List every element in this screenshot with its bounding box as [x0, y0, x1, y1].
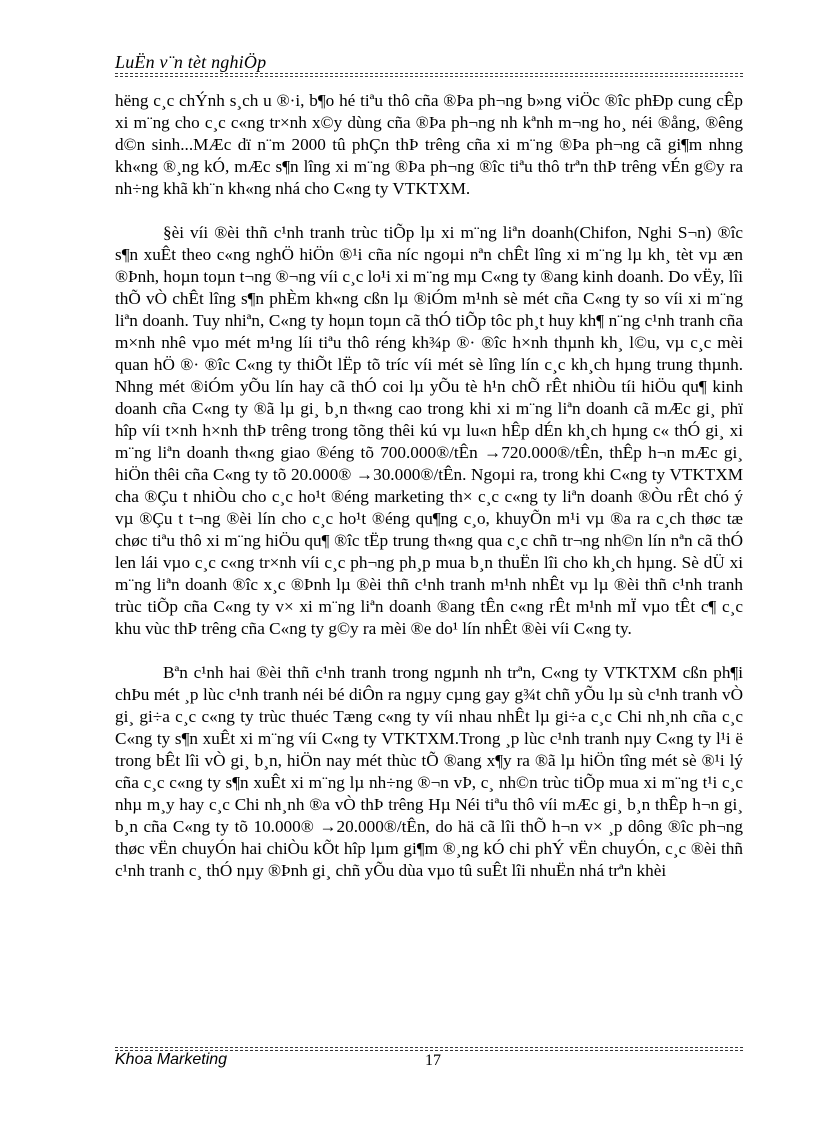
header-rule-top	[115, 73, 743, 74]
page-header	[115, 50, 743, 76]
footer-faculty: Khoa Marketing	[115, 1051, 228, 1068]
footer-rule-top	[115, 1047, 743, 1048]
page-number: 17	[425, 1052, 441, 1069]
paragraph-1: hëng c¸c chÝnh s¸ch u ®·i, b¶o hé tiªu thô cña ®Þa ph¬ng b»ng viÖc ®îc phÐp cung cÊp xi m¨ng cho c¸c c«ng tr×nh x©y dùng cña ®Þa ph¬ng nh kªnh m¬ng ho¸ néi ®ång, ®êng d©n sinh...MÆc dï n¨m 2000 tû phÇn thÞ trêng cña xi m¨ng ®Þa ph¬ng cã gi¶m nhng kh«ng ®¸ng kÓ, mÆc s¶n lîng xi m¨ng ®Þa ph¬ng ®îc tiªu thô trªn thÞ trêng vÉn g©y ra nh÷ng khã kh¨n kh«ng nhá cho C«ng ty VTKTXM.	[115, 91, 743, 198]
body-text	[115, 90, 743, 904]
paragraph-3: Bªn c¹nh hai ®èi thñ c¹nh tranh trong ngµnh nh trªn, C«ng ty VTKTXM cßn ph¶i chÞu mét ¸p lùc c¹nh tranh néi bé diÔn ra ngµy cµng gay g¾t chñ yÕu lµ sù c¹nh tranh vÒ gi¸ gi÷a c¸c c«ng ty trùc thuéc Tæng c«ng ty víi nhau nhÊt lµ gi÷a c¸c Chi nh¸nh cña c¸c C«ng ty s¶n xuÊt xi m¨ng víi C«ng ty VTKTXM.Trong ¸p lùc c¹nh tranh nµy C«ng ty l¹i ë trong bÊt lîi vÒ gi¸ b¸n, hiÖn nay mét thùc tÕ ®ang x¶y ra ®ã lµ hiÖn tîng mét sè ®¹i lý cña c¸c c«ng ty s¶n xuÊt xi m¨ng lµ nh÷ng ®¬n vÞ, c¸ nh©n trùc tiÕp mua xi m¨ng t¹i c¸c nhµ m¸y hay c¸c Chi nh¸nh ®a vÒ thÞ trêng Hµ Néi tiªu thô víi mÆc gi¸ b¸n thÊp h¬n gi¸ b¸n cña C«ng ty tõ 10.000® →20.000®/tÊn, do hä cã lîi thÕ h¬n v× ¸p dông ®îc ph¬ng thøc vËn chuyÓn hai chiÒu kÕt hîp lµm gi¶m ®¸ng kÓ chi phÝ vËn chuyÓn, c¸c ®èi thñ c¹nh tranh c¸ thÓ nµy ®Þnh gi¸ chñ yÕu dùa vµo tû suÊt lîi nhuËn nhá trªn khèi	[115, 663, 743, 880]
page-footer	[115, 1035, 743, 1075]
paragraph-2: §èi víi ®èi thñ c¹nh tranh trùc tiÕp lµ xi m¨ng liªn doanh(Chifon, Nghi S¬n) ®îc s¶n xuÊt theo c«ng nghÖ hiÖn ®¹i cña níc ngoµi nªn chÊt lîng xi m¨ng lµ kh¸ tèt vµ æn ®Þnh, hoµn toµn t¬ng ®¬ng víi c¸c lo¹i xi m¨ng mµ C«ng ty ®ang kinh doanh. Do vËy, lîi thÕ vÒ chÊt lîng s¶n phÈm kh«ng cßn lµ ®iÓm m¹nh sè mét cña C«ng ty so víi xi m¨ng liªn doanh. Tuy nhiªn, C«ng ty hoµn toµn cã thÓ tiÕp tôc ph¸t huy kh¶ n¨ng c¹nh tranh cña m×nh nhê vµo mét m¹ng líi tiªu thô réng kh¾p ®· ®îc h×nh thµnh kh¸ l©u, vµ c¸c mèi quan hÖ ®· ®îc C«ng ty thiÕt lËp tõ tríc víi mét sè lîng lín c¸c kh¸ch hµng trung thµnh. Nhng mét ®iÓm yÕu lín hay cã thÓ coi lµ yÕu tè h¹n chÕ rÊt nhiÒu tíi hiÖu qu¶ kinh doanh cña C«ng ty ®ã lµ gi¸ b¸n th«ng cao trong khi xi m¨ng liªn doanh cã mÆc gi¸ phï hîp víi t×nh h×nh thÞ trêng trong tõng thêi kú vµ lu«n hÊp dÉn kh¸ch hµng c« thÓ gi¸ xi m¨ng liªn doanh th«ng giao ®éng tõ 700.000®/tÊn →720.000®/tÊn, thÊp h¬n mÆc gi¸ hiÖn thêi cña C«ng ty tõ 20.000® →30.000®/tÊn. Ngoµi ra, trong khi C«ng ty VTKTXM cha ®Çu t nhiÒu cho c¸c ho¹t ®éng marketing th× c¸c c«ng ty liªn doanh ®Òu rÊt chó ý vµ ®Çu t t¬ng ®èi lín cho c¸c ho¹t ®éng qu¶ng c¸o, khuyÕn m¹i vµ ®a ra c¸ch thøc tæ chøc tiªu thô xi m¨ng hiÖu qu¶ ®îc tËp trung th«ng qua c¸c chñ tr¬ng nh©n lín nªn cã thÓ len lái vµo c¸c c«ng tr×nh víi c¸c ph¬ng ph¸p mua b¸n thuËn lîi cho kh¸ch hµng. Sè dÜ xi m¨ng liªn doanh ®îc x¸c ®Þnh lµ ®èi thñ c¹nh tranh m¹nh nhÊt vµ lµ ®èi thñ c¹nh tranh trùc tiÕp cña C«ng ty v× xi m¨ng liªn doanh ®ang tÊn c«ng rÊt m¹nh mÏ vµo tÊt c¶ c¸c khu vùc thÞ trêng cña C«ng ty g©y ra mèi ®e do¹ lín nhÊt ®èi víi C«ng ty.	[115, 223, 743, 638]
header-title: LuËn v¨n tèt nghiÖp	[115, 52, 267, 72]
header-rule-bottom	[115, 76, 743, 77]
